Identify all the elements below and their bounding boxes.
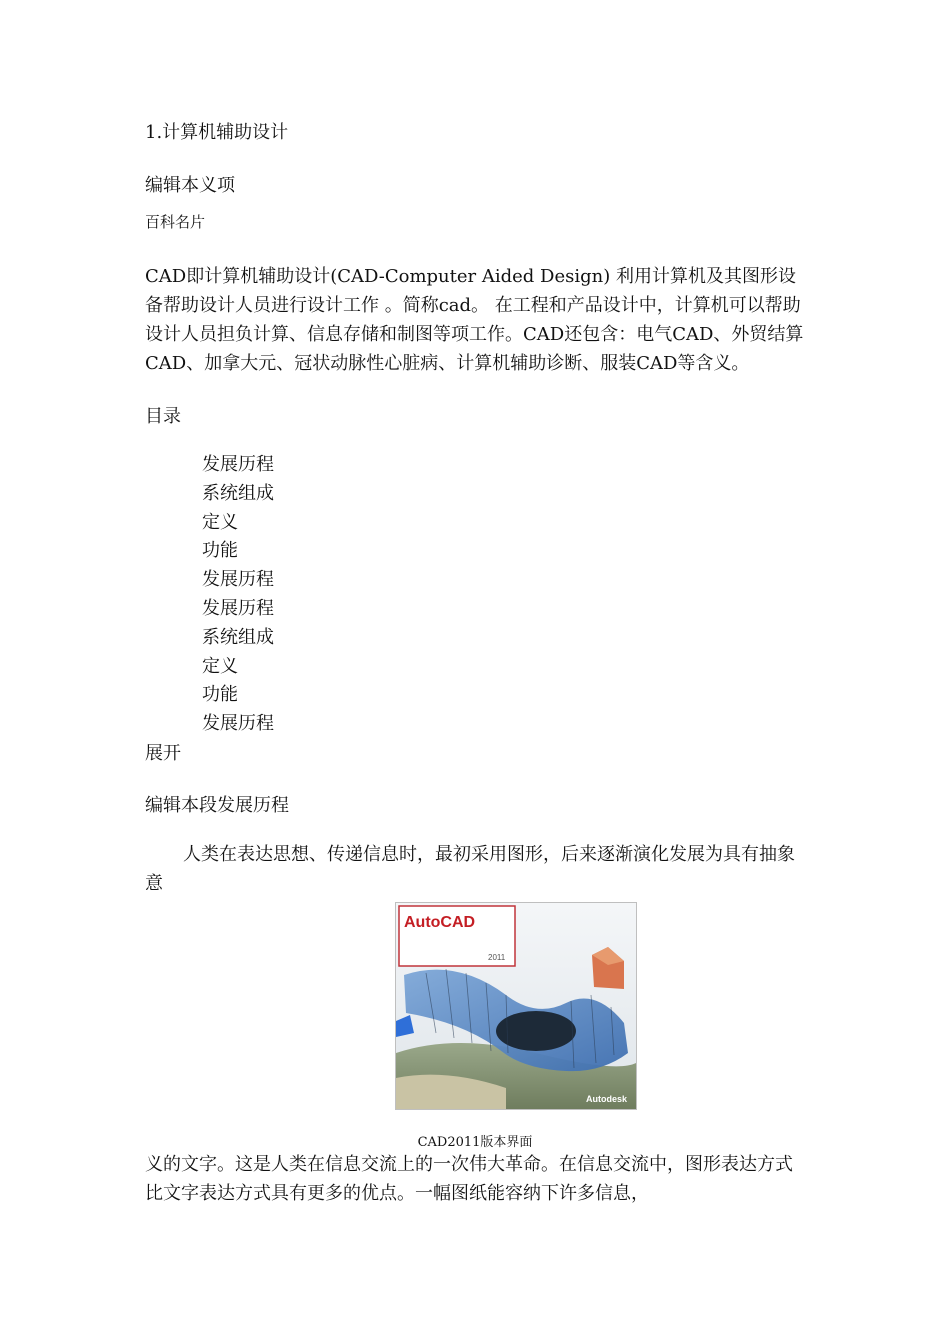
- baike-card-label: 百科名片: [145, 213, 206, 231]
- autocad-screenshot-image: [395, 902, 637, 1110]
- autocad-logo-text: AutoCAD: [404, 914, 476, 931]
- toc-item[interactable]: 发展历程: [202, 454, 274, 475]
- toc-item[interactable]: 系统组成: [202, 626, 274, 648]
- autocad-version-text: 2011: [488, 953, 506, 962]
- toc-item[interactable]: 定义: [202, 655, 238, 677]
- autodesk-brand-text: Autodesk: [586, 1094, 628, 1104]
- page-heading: 1.计算机辅助设计: [145, 122, 289, 143]
- toc-item[interactable]: 功能: [202, 684, 238, 706]
- toc-item[interactable]: 功能: [202, 540, 238, 562]
- edit-item-link[interactable]: 编辑本义项: [145, 175, 235, 196]
- intro-paragraph: CAD即计算机辅助设计(CAD-Computer Aided Design) 利用计算机及其图形设备帮助设计人员进行设计工作 。简称cad。 在工程和产品设计中，计算机可以帮助设计人员担负计算、信息存储和制图等项工作。CAD还包含：电气CAD、外贸结算CAD、加拿大元、冠状动脉性心脏病、计算机辅助诊断、服装CAD等含义。: [145, 266, 804, 374]
- toc-item[interactable]: 发展历程: [202, 597, 274, 619]
- toc-list: [202, 451, 274, 739]
- toc-item[interactable]: 发展历程: [202, 713, 274, 735]
- toc-item[interactable]: 发展历程: [202, 569, 274, 591]
- history-paragraph-2: 义的文字。这是人类在信息交流上的一次伟大革命。在信息交流中，图形表达方式比文字表达方式具有更多的优点。一幅图纸能容纳下许多信息，: [145, 1154, 793, 1204]
- expand-link[interactable]: 展开: [145, 743, 181, 764]
- section-edit-heading[interactable]: 编辑本段发展历程: [145, 795, 289, 816]
- toc-item[interactable]: 系统组成: [202, 482, 274, 504]
- toc-item[interactable]: 定义: [202, 511, 238, 533]
- autocad-illustration: [396, 903, 636, 1109]
- toc-title: 目录: [145, 406, 181, 427]
- history-paragraph-1: 人类在表达思想、传递信息时，最初采用图形，后来逐渐演化发展为具有抽象意: [145, 844, 795, 894]
- figure-caption: CAD2011版本界面: [417, 1135, 533, 1150]
